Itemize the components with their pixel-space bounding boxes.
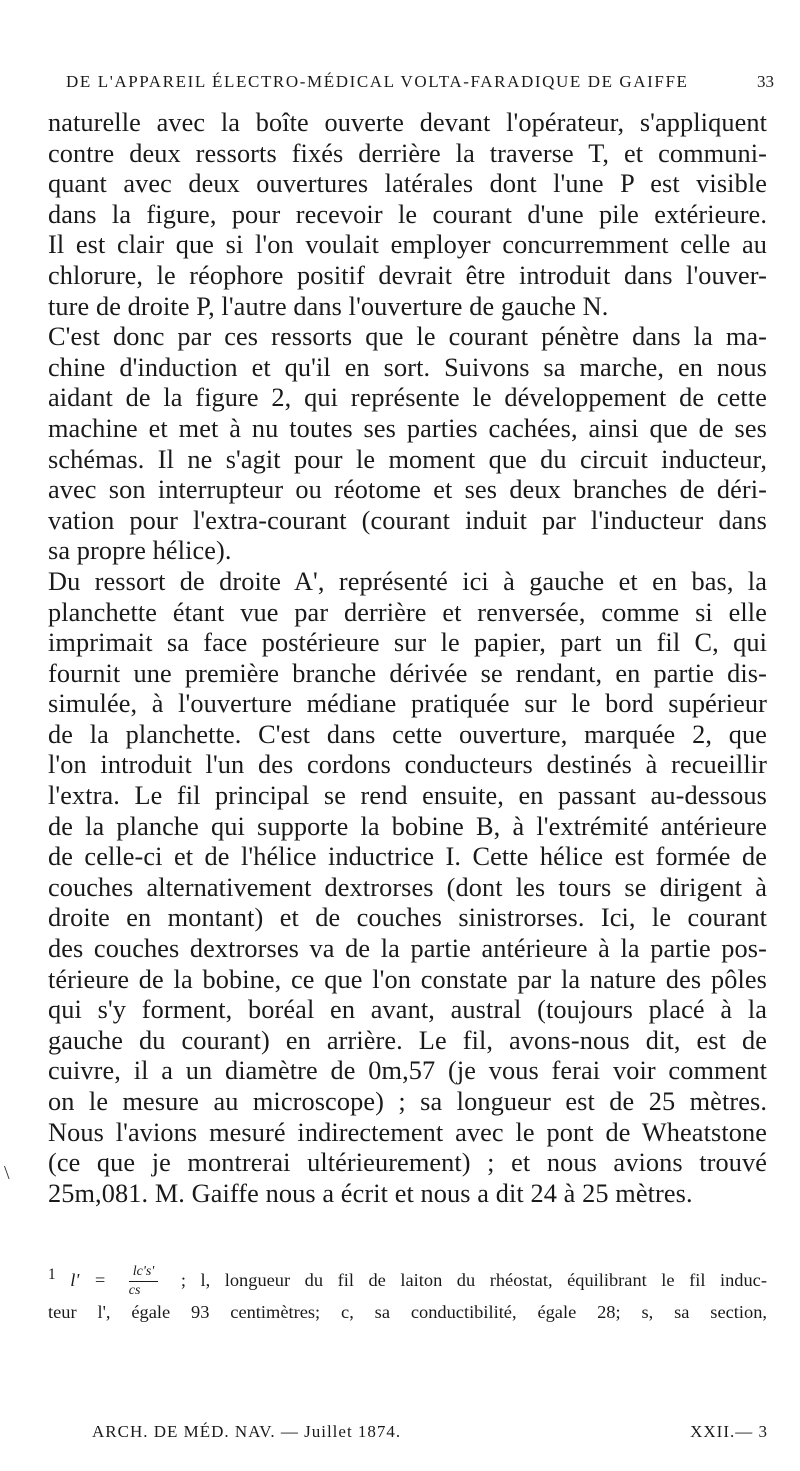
text-line: vation pour l'extra-courant (courant induit par l'inducteur dans: [48, 505, 767, 535]
text-line: 25m,081. M. Gaiffe nous a écrit et nous a dit 24 à 25 mètres.: [48, 1178, 693, 1208]
text-line: C'est donc par ces ressorts que le courant pénètre dans la ma-: [48, 322, 767, 352]
text-line: Du ressort de droite A', représenté ici à gauche et en bas, la: [48, 566, 767, 596]
text-line: dans la figure, pour recevoir le courant d'une pile extérieure.: [48, 199, 767, 229]
sheet-signature: XXII.— 3: [690, 1422, 768, 1441]
text-line: contre deux ressorts fixés derrière la traverse T, et communi-: [48, 138, 767, 168]
running-head: [66, 72, 774, 92]
text-line: de la planche qui supporte la bobine B, à l'extrémité antérieure: [48, 811, 767, 841]
page-number: 33: [757, 72, 774, 91]
footnote-line-2: teur l', égale 93 centimètres; c, sa conductibilité, égale 28; s, sa section,: [48, 1302, 767, 1323]
text-line: schémas. Il ne s'agit pour le moment que du circuit inducteur,: [48, 444, 767, 474]
text-line: de la planchette. C'est dans cette ouverture, marquée 2, que: [48, 719, 767, 749]
text-line: on le mesure au microscope) ; sa longueur est de 25 mètres.: [48, 1087, 767, 1116]
text-line: qui s'y forment, boréal en avant, austral (toujours placé à la: [48, 995, 767, 1025]
text-line: l'on introduit l'un des cordons conducteurs destinés à recueillir: [48, 750, 767, 780]
footnote-marker: 1: [48, 1266, 56, 1283]
body-text: [48, 108, 767, 1209]
margin-mark: \: [4, 1162, 10, 1184]
text-line: planchette étant vue par derrière et renversée, comme si elle: [48, 597, 767, 627]
text-line: ture de droite P, l'autre dans l'ouverture de gauche N.: [48, 291, 609, 321]
footnote: [48, 1262, 767, 1325]
text-line: chlorure, le réophore positif devrait être introduit dans l'ouver-: [48, 260, 767, 290]
text-line: imprimait sa face postérieure sur le papier, part un fil C, qui: [48, 628, 767, 658]
text-line: machine et met à nu toutes ses parties cachées, ainsi que de ses: [48, 413, 767, 443]
journal-signature: ARCH. DE MÉD. NAV. — Juillet 1874.: [92, 1422, 402, 1441]
text-line: aidant de la figure 2, qui représente le développement de cette: [48, 383, 767, 413]
text-line: de celle-ci et de l'hélice inductrice I. Cette hélice est formée de: [48, 842, 767, 872]
text-line: Nous l'avions mesuré indirectement avec le pont de Wheatstone: [48, 1117, 767, 1147]
text-line: quant avec deux ouvertures latérales dont l'une P est visible: [48, 169, 767, 199]
footnote-fraction: [129, 1263, 159, 1300]
text-line: térieure de la bobine, ce que l'on constate par la nature des pôles: [48, 964, 767, 994]
text-line: naturelle avec la boîte ouverte devant l'opérateur, s'appliquent: [48, 108, 767, 137]
text-line: l'extra. Le fil principal se rend ensuite, en passant au-dessous: [48, 781, 767, 811]
footnote-lhs: l' =: [70, 1270, 107, 1291]
text-line: fournit une première branche dérivée se rendant, en partie dis-: [48, 658, 767, 688]
footnote-numerator: lc's': [129, 1263, 159, 1282]
text-line: couches alternativement dextrorses (dont les tours se dirigent à: [48, 872, 767, 902]
text-line: gauche du courant) en arrière. Le fil, avons-nous dit, est de: [48, 1025, 767, 1055]
text-line: simulée, à l'ouverture médiane pratiquée sur le bord supérieur: [48, 689, 767, 719]
text-line: Il est clair que si l'on voulait employer concurremment celle au: [48, 230, 767, 260]
text-line: chine d'induction et qu'il en sort. Suivons sa marche, en nous: [48, 352, 767, 382]
footnote-line: [48, 1262, 767, 1300]
footnote-denominator: cs: [128, 1283, 141, 1299]
text-line: (ce que je montrerai ultérieurement) ; et nous avions trouvé: [48, 1148, 767, 1178]
text-line: des couches dextrorses va de la partie antérieure à la partie pos-: [48, 934, 767, 964]
footnote-definition: ; l, longueur du fil de laiton du rhéostat, équilibrant le fil induc-: [180, 1270, 767, 1291]
text-line: avec son interrupteur ou réotome et ses deux branches de déri-: [48, 475, 767, 505]
text-line: droite en montant) et de couches sinistrorses. Ici, le courant: [48, 903, 767, 933]
text-line: cuivre, il a un diamètre de 0m,57 (je vous ferai voir comment: [48, 1056, 767, 1086]
running-head-title: DE L'APPAREIL ÉLECTRO-MÉDICAL VOLTA-FARADIQUE DE GAIFFE: [66, 72, 689, 91]
text-line: sa propre hélice).: [48, 536, 232, 566]
